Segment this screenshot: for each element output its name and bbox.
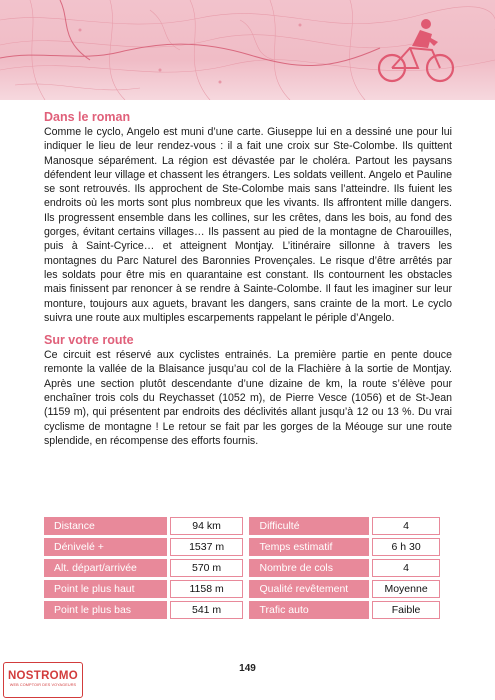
stat-label: Difficulté [249,517,369,535]
stat-label: Point le plus bas [44,601,167,619]
stat-label: Dénivelé + [44,538,167,556]
stat-value: 4 [372,559,440,577]
stat-value: Faible [372,601,440,619]
stats-row [44,559,440,577]
cyclist-icon [379,19,453,81]
stat-value: 4 [372,517,440,535]
nostromo-logo[interactable] [3,662,83,698]
stat-value: 6 h 30 [372,538,440,556]
article-content [44,110,452,448]
logo-tagline: WEB COMPTOIR DES VOYAGEURS [9,683,77,687]
stats-row [44,538,440,556]
logo-name: NOSTROMO [7,670,79,682]
stat-value: Moyenne [372,580,440,598]
stat-label: Qualité revêtement [249,580,369,598]
stat-value: 94 km [170,517,244,535]
stat-value: 1537 m [170,538,244,556]
stat-label: Alt. départ/arrivée [44,559,167,577]
stat-label: Nombre de cols [249,559,369,577]
route-stats-table [44,517,440,622]
section-title-roman: Dans le roman [44,110,131,124]
section-body-route: Ce circuit est réservé aux cyclistes entrainés. La première partie en pente douce remonte la vallée de la Blaisance jusqu’au col de la Flachière à la sortie de Montjay. Après une section plutôt descendante d’une dizaine de km, la route s’élève pour enchaîner trois cols du Reychasset (1052 m), de Pierre Vesce (1056) et de St-Jean (1159 m), qui présentent par endroits des déclivités allant jusqu’à 12 ou 13 %. Du vrai cyclisme de montagne ! Le retour se fait par les gorges de la Méouge sur une route splendide, en récompense des efforts fournis. [44,349,452,447]
stats-row [44,517,440,535]
stat-label: Point le plus haut [44,580,167,598]
page-number: 149 [239,663,256,674]
stat-label: Trafic auto [249,601,369,619]
stat-value: 1158 m [170,580,244,598]
stat-value: 570 m [170,559,244,577]
stat-label: Distance [44,517,167,535]
stat-label: Temps estimatif [249,538,369,556]
stats-row [44,601,440,619]
map-illustration [0,0,495,100]
stat-value: 541 m [170,601,244,619]
section-title-route: Sur votre route [44,333,134,348]
stats-row [44,580,440,598]
section-body-roman: Comme le cyclo, Angelo est muni d’une carte. Giuseppe lui en a dessiné une pour lui indiquer le lieu de leur rendez-vous : il a fait une croix sur Ste-Colombe. Ils quittent Manosque séparément. La région est dévastée par le choléra. Partout les paysans défendent leur village et chassent les étrangers. Les soldats veillent. Angelo et Pauline se sont retrouvés. Ils approchent de Ste-Colombe mais sans l’atteindre. Ils fuient les endroits où les morts sont plus nombreux que les vivants. Ils affrontent mille dangers. Ils progressent ensemble dans les collines, sur les crêtes, dans les bois, au fond des gorges, évitant certains villages… Ils passent au pied de la montagne de Charouilles, puis à Saint-Cyrice… et atteignent Montjay. L’itinéraire sillonne à travers les montagnes du Parc Naturel des Baronnies Provençales. Le risque d’être arrêtés par les soldats pour être mis en quarantaine est constant. Ils contournent les obstacles mais finissent par renoncer à se rendre à Sainte-Colombe. Il faut les imaginer sur leur monture, toujours aux aguets, bravant les dangers, sans crainte de la mort. Le cyclo suivra une route aux multiples escarpements rappelant le périple d’Angelo. [44,126,452,324]
map-banner [0,0,495,100]
